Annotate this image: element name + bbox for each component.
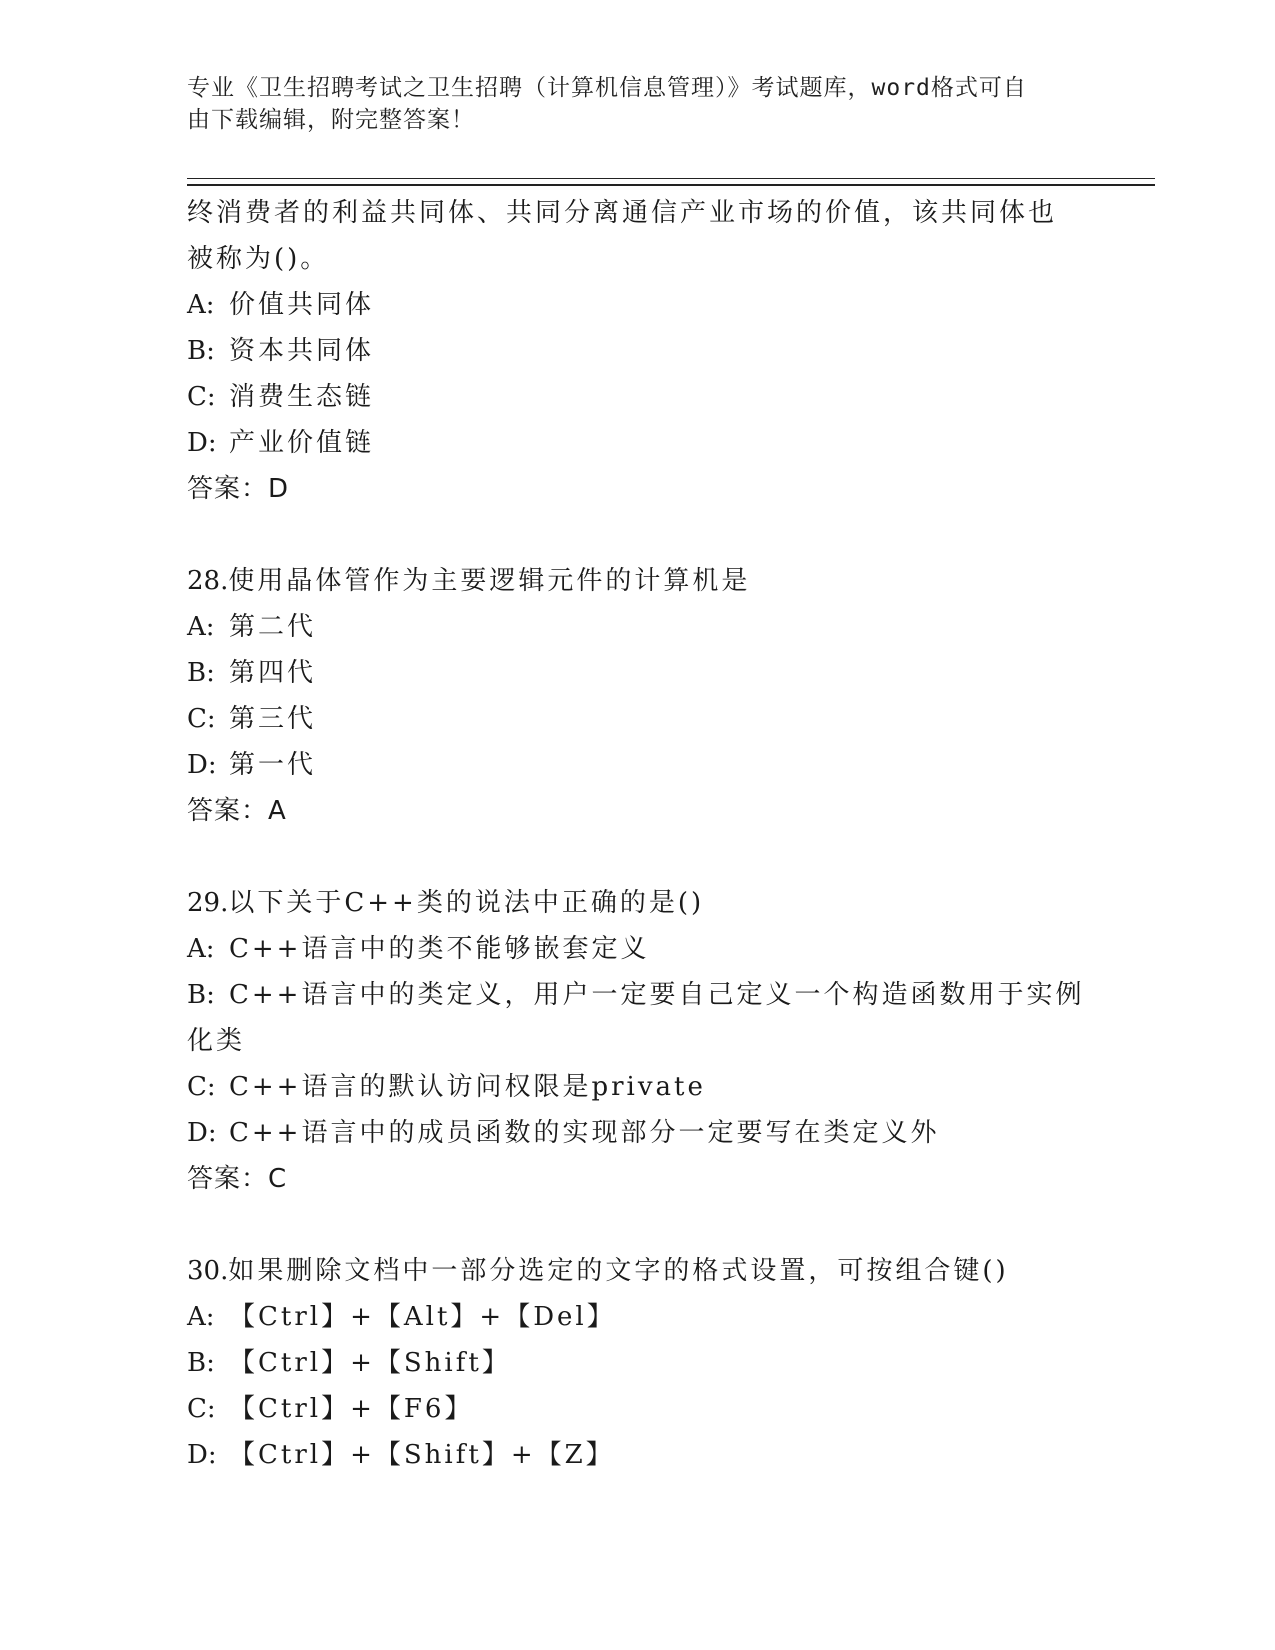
question-number: 29. — [187, 888, 229, 918]
option-b-continued: 化类 — [187, 1026, 246, 1056]
question-28 — [187, 558, 1067, 834]
option-a — [187, 1294, 1067, 1340]
option-key: C: — [187, 382, 216, 412]
header-line-2: 由下载编辑，附完整答案！ — [187, 107, 475, 133]
option-key: C: — [187, 1072, 216, 1102]
option-b — [187, 1340, 1067, 1386]
option-text: 消费生态链 — [229, 382, 375, 412]
option-text: C++语言的默认访问权限是private — [229, 1072, 706, 1102]
option-c — [187, 696, 1067, 742]
header-divider-thick — [187, 184, 1155, 186]
question-number: 28. — [187, 566, 229, 596]
option-text: 第三代 — [229, 704, 317, 734]
option-key: A: — [187, 1302, 215, 1332]
option-text: 第一代 — [229, 750, 317, 780]
option-key: B: — [187, 336, 215, 366]
option-key: A: — [187, 290, 215, 320]
option-d — [187, 1110, 1067, 1156]
question-list — [187, 190, 1085, 1524]
option-text: 产业价值链 — [229, 428, 375, 458]
option-text: 【Ctrl】+【Alt】+【Del】 — [229, 1302, 616, 1332]
option-key: B: — [187, 1348, 215, 1378]
option-key: B: — [187, 658, 215, 688]
option-b — [187, 972, 1085, 1018]
option-key: D: — [187, 1118, 217, 1148]
page-header — [187, 72, 1067, 136]
answer-label: 答案：A — [187, 796, 287, 826]
question-29 — [187, 880, 1085, 1202]
option-key: B: — [187, 980, 215, 1010]
option-c — [187, 374, 1067, 420]
option-d — [187, 742, 1067, 788]
option-text: 【Ctrl】+【Shift】+【Z】 — [229, 1440, 615, 1470]
option-a — [187, 604, 1067, 650]
option-b — [187, 328, 1067, 374]
question-text: 如果删除文档中一部分选定的文字的格式设置，可按组合键() — [228, 1256, 1009, 1286]
option-text: C++语言中的类不能够嵌套定义 — [229, 934, 650, 964]
option-text: 第二代 — [229, 612, 317, 642]
header-divider-thin — [187, 178, 1155, 179]
option-key: D: — [187, 1440, 217, 1470]
option-d — [187, 420, 1067, 466]
option-key: D: — [187, 750, 217, 780]
question-stem — [187, 1248, 1067, 1294]
question-stem — [187, 558, 1067, 604]
answer-label: 答案：D — [187, 474, 290, 504]
question-text: 以下关于C++类的说法中正确的是() — [228, 888, 705, 918]
option-a — [187, 282, 1067, 328]
question-text: 使用晶体管作为主要逻辑元件的计算机是 — [228, 566, 751, 596]
option-b — [187, 650, 1067, 696]
option-text: C++语言中的成员函数的实现部分一定要写在类定义外 — [229, 1118, 940, 1148]
option-text: 【Ctrl】+【F6】 — [229, 1394, 474, 1424]
option-text: 【Ctrl】+【Shift】 — [229, 1348, 511, 1378]
option-text: 资本共同体 — [229, 336, 375, 366]
question-stem: 终消费者的利益共同体、共同分离通信产业市场的价值，该共同体也 — [187, 198, 1058, 228]
option-key: C: — [187, 704, 216, 734]
option-text: C++语言中的类定义，用户一定要自己定义一个构造函数用于实例 — [229, 980, 1085, 1010]
option-key: A: — [187, 612, 215, 642]
header-line-1: 专业《卫生招聘考试之卫生招聘（计算机信息管理）》考试题库，word格式可自 — [187, 75, 1027, 101]
answer-label: 答案：C — [187, 1164, 288, 1194]
question-number: 30. — [187, 1256, 229, 1286]
option-key: D: — [187, 428, 217, 458]
option-d — [187, 1432, 1067, 1478]
option-key: C: — [187, 1394, 216, 1424]
option-a — [187, 926, 1067, 972]
option-text: 价值共同体 — [229, 290, 375, 320]
question-27-continued — [187, 190, 1067, 512]
question-30 — [187, 1248, 1067, 1478]
question-stem: 被称为()。 — [187, 244, 330, 274]
option-key: A: — [187, 934, 215, 964]
option-c — [187, 1064, 1067, 1110]
question-stem — [187, 880, 1067, 926]
option-c — [187, 1386, 1067, 1432]
option-text: 第四代 — [229, 658, 317, 688]
